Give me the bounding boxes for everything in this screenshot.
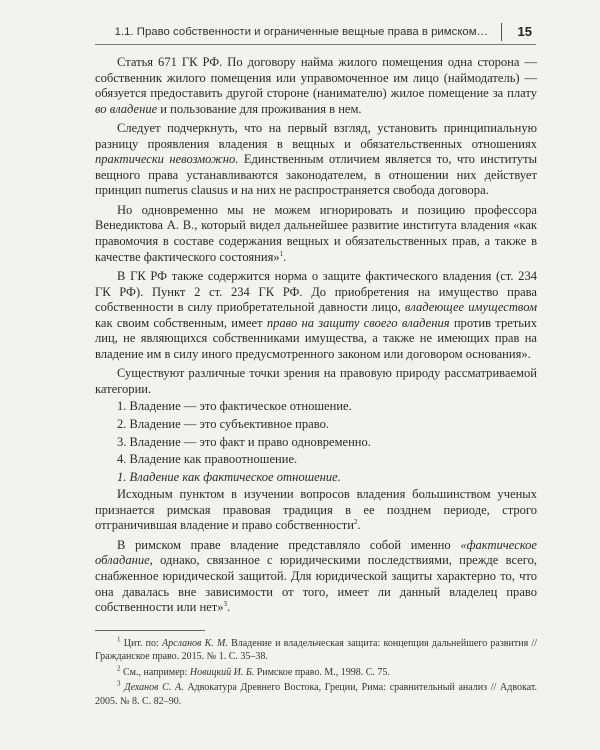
footnote-number: 1 [117,635,121,644]
footnote-ref: 3 [223,599,227,608]
paragraph-3 [95,203,537,265]
footnote-author: Арсланов К. М. [162,638,228,649]
text-run: Статья 671 ГК РФ. По договору найма жилого помещения одна сторона — собственник жилого помещения или управомоченное им лицо (наймодатель) — обязуется предоставить другой стороне (нанимателю) жилое помещение за плату [95,55,537,101]
paragraph-1 [95,55,537,117]
emphasis: «фактическое обладание [95,537,537,568]
footnote-text: Римское право. М., 1998. С. 75. [254,666,390,678]
footnote-2 [95,666,537,679]
paragraph-7 [95,538,537,616]
body-text [95,55,537,616]
paragraph-6 [95,487,537,534]
footnote-3 [95,681,537,708]
text-run: В римском праве владение представляло собой именно [117,537,461,552]
footnote-number: 2 [117,664,121,673]
emphasis: право на защиту своего владения [266,315,450,330]
footnote-divider [95,630,205,631]
text-run: и пользование для проживания в нем. [157,101,362,116]
emphasis: практически невозможно. [95,152,239,167]
text-run: против третьих лиц, не являющихся собственниками имущества, а также не имеющих прав на владение им в силу иного предусмотренного законом или договором основания». [95,315,537,361]
text-run: Следует подчеркнуть, что на первый взгляд, установить принципиальную разницу проявления владения в вещных и обязательственных отношениях [95,121,537,151]
list-item: 1. Владение — это фактическое отношение. [117,399,352,414]
paragraph-2 [95,121,537,199]
section-heading [95,470,537,486]
paragraph-4 [95,269,537,362]
footnote-text: Адвокатура Древнего Востока, Греции, Рима: сравнительный анализ // Адвокат. 2005. № 8. С. 82–90. [95,682,537,707]
text-run: Но одновременно мы не можем игнорировать и позицию профессора Венедиктова А. В., который видел дальнейшее развитие института владения «как правомочия в составе содержания вещных и обязательственных прав, а также в качестве фактического состояния» [95,202,537,264]
footnotes [95,637,537,708]
text-run: . [357,518,361,533]
footnote-ref: 1 [279,249,284,258]
paragraph-5: Существуют различные точки зрения на правовую природу рассматриваемой категории. [95,366,537,396]
list-item: 4. Владение как правоотношение. [117,452,298,467]
list-item: 3. Владение — это факт и право одновременно. [117,434,371,449]
text-run: Исходным пунктом в изучении вопросов владения большинством ученых признается римская правовая традиция в ее позднем периоде, строго отграничившая владение и право собственности [95,487,537,533]
footnote-ref: 2 [353,518,358,527]
list-item: 2. Владение — это субъективное право. [117,417,329,432]
footnote-1 [95,637,537,664]
emphasis: во владение [95,101,158,116]
heading-text: 1. Владение как фактическое отношение. [117,469,341,484]
text-run: как своим собственным, имеет [95,315,267,330]
text-run: . [283,249,287,264]
text-run: В ГК РФ также содержится норма о защите фактического владения (ст. 234 ГК РФ). Пункт 2 ст. 234 ГК РФ. До приобретения на имущество права собственности в силу приобретательной давности лицо, [95,269,537,315]
text-run: . [226,600,231,615]
header-separator [501,23,502,41]
text-run: , однако, связанное с юридическими последствиями, прежде всего, снабженное юридической защитой. Для юридической защиты характерно то, что она давалась вне зависимости от того, имеет ли данный владелец право собственности или нет» [95,553,537,615]
footnote-text: Владение и владельческая защита: концепция дальнейшего развития // Гражданское право. 2015. № 1. С. 35–38. [95,638,537,663]
emphasis: владеющее имуществом [404,300,537,315]
page-number: 15 [517,24,532,39]
footnote-number: 3 [117,679,121,688]
footnote-prefix: Цит. по: [123,638,163,649]
running-title: 1.1. Право собственности и ограниченные вещные права в римском… [114,26,488,38]
footnote-author: Новицкий И. Б. [189,666,255,678]
text-run: Единственным отличием является то, что институты вещного права устанавливаются законодателем, в отношении них действует принцип numerus clausus и на них не распространяется свобода договора. [95,152,537,198]
footnote-prefix: См., например: [123,666,190,678]
running-header [95,22,536,45]
footnote-author: Деханов С. А. [124,682,184,694]
